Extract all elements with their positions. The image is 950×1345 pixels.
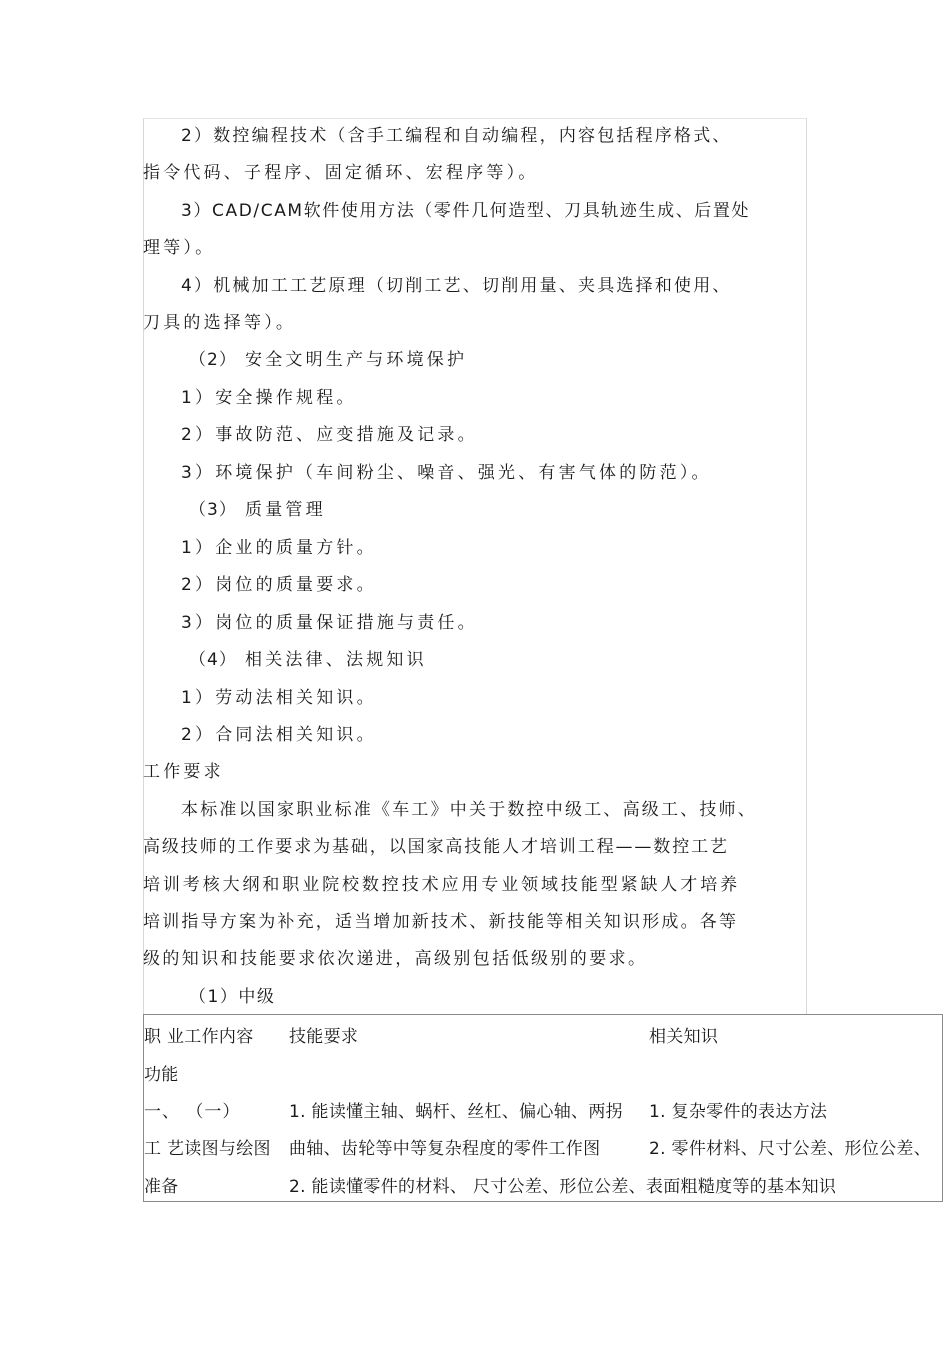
body-text-line: 培训指导方案为补充，适当增加新技术、新技能等相关知识形成。各等 — [143, 912, 739, 932]
header-function: 功能 — [144, 1065, 179, 1085]
section-title: 相关法律、法规知识 — [245, 650, 427, 670]
requirements-table — [143, 1014, 943, 1202]
cell-function: 一、 （一） — [144, 1102, 241, 1122]
paragraph-machining-process-cont: 刀具的选择等）。 — [143, 313, 297, 333]
cell-function: 工 艺读图与绘图 — [144, 1139, 271, 1159]
list-item: 2）事故防范、应变措施及记录。 — [181, 425, 478, 445]
list-item: 3）岗位的质量保证措施与责任。 — [181, 613, 478, 633]
section-number: （4） — [189, 650, 237, 670]
list-item: 1）劳动法相关知识。 — [181, 688, 377, 708]
paragraph-cad-cam-cont: 理等）。 — [143, 238, 216, 258]
section-heading-safety — [143, 349, 807, 371]
paragraph-machining-process: 4）机械加工工艺原理（切削工艺、切削用量、夹具选择和使用、 — [181, 276, 732, 296]
cell-skill: 2. 能读懂零件的材料、 尺寸公差、形位公差、表面粗糙度等的基本知识 — [289, 1177, 837, 1197]
paragraph-cnc-programming-cont: 指令代码、子程序、固定循环、宏程序等）。 — [143, 163, 539, 183]
body-text-line: 培训考核大纲和职业院校数控技术应用专业领域技能型紧缺人才培养 — [143, 875, 740, 895]
header-skill-requirements: 技能要求 — [289, 1027, 359, 1047]
section-number: （2） — [189, 350, 237, 370]
cell-skill: 曲轴、齿轮等中等复杂程度的零件工作图 — [289, 1139, 601, 1159]
cell-knowledge: 1. 复杂零件的表达方法 — [649, 1102, 828, 1122]
list-item: 1）企业的质量方针。 — [181, 538, 377, 558]
section-heading-quality — [143, 499, 807, 521]
header-related-knowledge: 相关知识 — [649, 1027, 719, 1047]
body-text-line: 高级技师的工作要求为基础，以国家高技能人才培训工程——数控工艺 — [143, 837, 729, 857]
work-requirements-heading: 工作要求 — [143, 762, 224, 782]
header-function-content: 职 业工作内容 — [144, 1027, 254, 1047]
section-heading-law — [143, 649, 807, 671]
list-item: 2）岗位的质量要求。 — [181, 575, 377, 595]
section-title: 安全文明生产与环境保护 — [245, 350, 468, 370]
level-heading: （1）中级 — [189, 987, 276, 1007]
paragraph-cad-cam: 3）CAD/CAM软件使用方法（零件几何造型、刀具轨迹生成、后置处 — [181, 201, 751, 221]
body-text-line: 本标准以国家职业标准《车工》中关于数控中级工、高级工、技师、 — [181, 800, 757, 820]
cell-skill: 1. 能读懂主轴、蜗杆、丝杠、偏心轴、两拐 — [289, 1102, 623, 1122]
body-text-line: 级的知识和技能要求依次递进，高级别包括低级别的要求。 — [143, 949, 648, 969]
section-title: 质量管理 — [245, 500, 326, 520]
list-item: 3）环境保护（车间粉尘、噪音、强光、有害气体的防范）。 — [181, 463, 712, 483]
paragraph-cnc-programming: 2）数控编程技术（含手工编程和自动编程，内容包括程序格式、 — [181, 126, 732, 146]
section-number: （3） — [189, 500, 237, 520]
cell-knowledge: 2. 零件材料、尺寸公差、形位公差、 — [649, 1139, 932, 1159]
list-item: 1）安全操作规程。 — [181, 388, 357, 408]
list-item: 2）合同法相关知识。 — [181, 725, 377, 745]
cell-function: 准备 — [144, 1177, 179, 1197]
